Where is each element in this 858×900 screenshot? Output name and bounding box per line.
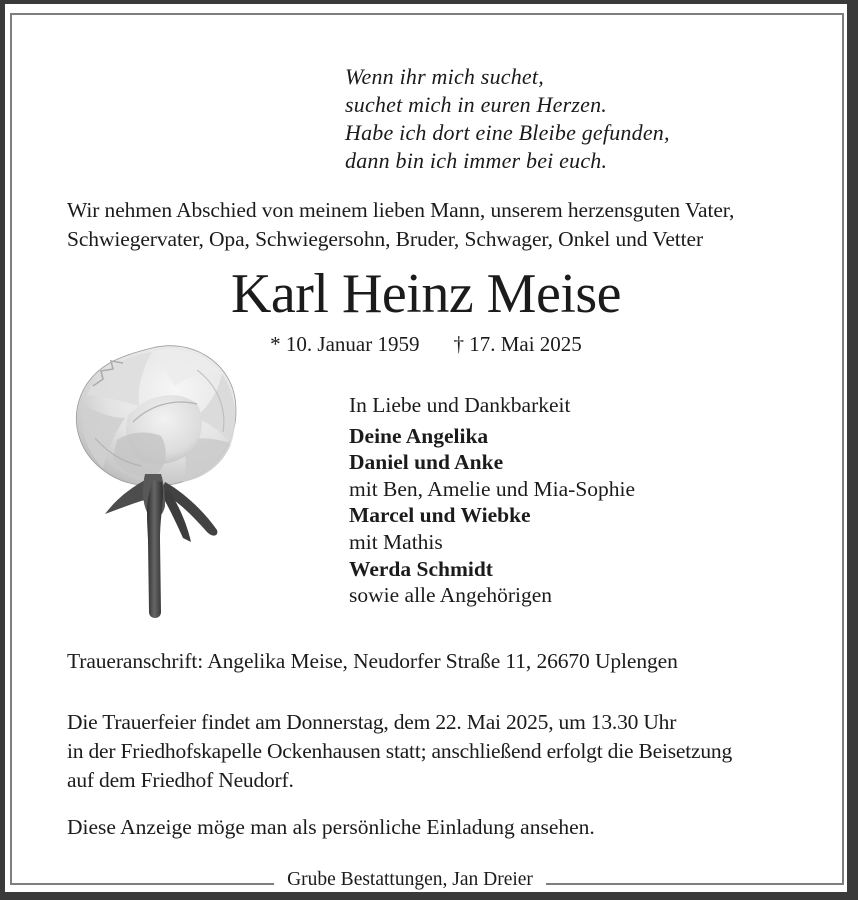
obituary-card [5, 4, 847, 892]
verse-line: Wenn ihr mich suchet, [345, 64, 544, 89]
family-member-name: Werda Schmidt [349, 556, 493, 581]
border-frame [10, 13, 844, 885]
family-member-name: Daniel und Anke [349, 450, 504, 475]
birth-date: * 10. Januar 1959 [270, 332, 420, 356]
invitation-note: Diese Anzeige möge man als persönliche Einladung ansehen. [67, 815, 595, 839]
farewell-line: Wir nehmen Abschied von meinem lieben Mann, unserem herzensguten Vater, [67, 198, 735, 222]
family-member-detail: mit Mathis [349, 529, 443, 554]
death-date: † 17. Mai 2025 [453, 332, 582, 356]
verse-line: Habe ich dort eine Bleibe gefunden, [345, 120, 670, 145]
funeral-home-credit: Grube Bestattungen, Jan Dreier [274, 868, 546, 892]
condolence-lead: In Liebe und Dankbarkeit [349, 393, 571, 417]
verse-line: dann bin ich immer bei euch. [345, 148, 608, 173]
family-member-name: Deine Angelika [349, 423, 489, 448]
farewell-line: Schwiegervater, Opa, Schwiegersohn, Bruder, Schwager, Onkel und Vetter [67, 227, 704, 251]
service-line: Die Trauerfeier findet am Donnerstag, dem 22. Mai 2025, um 13.30 Uhr [67, 710, 677, 734]
mourning-address: Traueranschrift: Angelika Meise, Neudorfer Straße 11, 26670 Uplengen [67, 649, 678, 673]
family-member-name: Marcel und Wiebke [349, 503, 531, 528]
family-member-detail: mit Ben, Amelie und Mia-Sophie [349, 476, 636, 501]
service-line: in der Friedhofskapelle Ockenhausen statt; anschließend erfolgt die Beisetzung [67, 739, 733, 763]
service-line: auf dem Friedhof Neudorf. [67, 768, 294, 792]
deceased-name: Karl Heinz Meise [230, 263, 622, 325]
family-member-detail: sowie alle Angehörigen [349, 583, 553, 608]
verse-line: suchet mich in euren Herzen. [345, 92, 607, 117]
